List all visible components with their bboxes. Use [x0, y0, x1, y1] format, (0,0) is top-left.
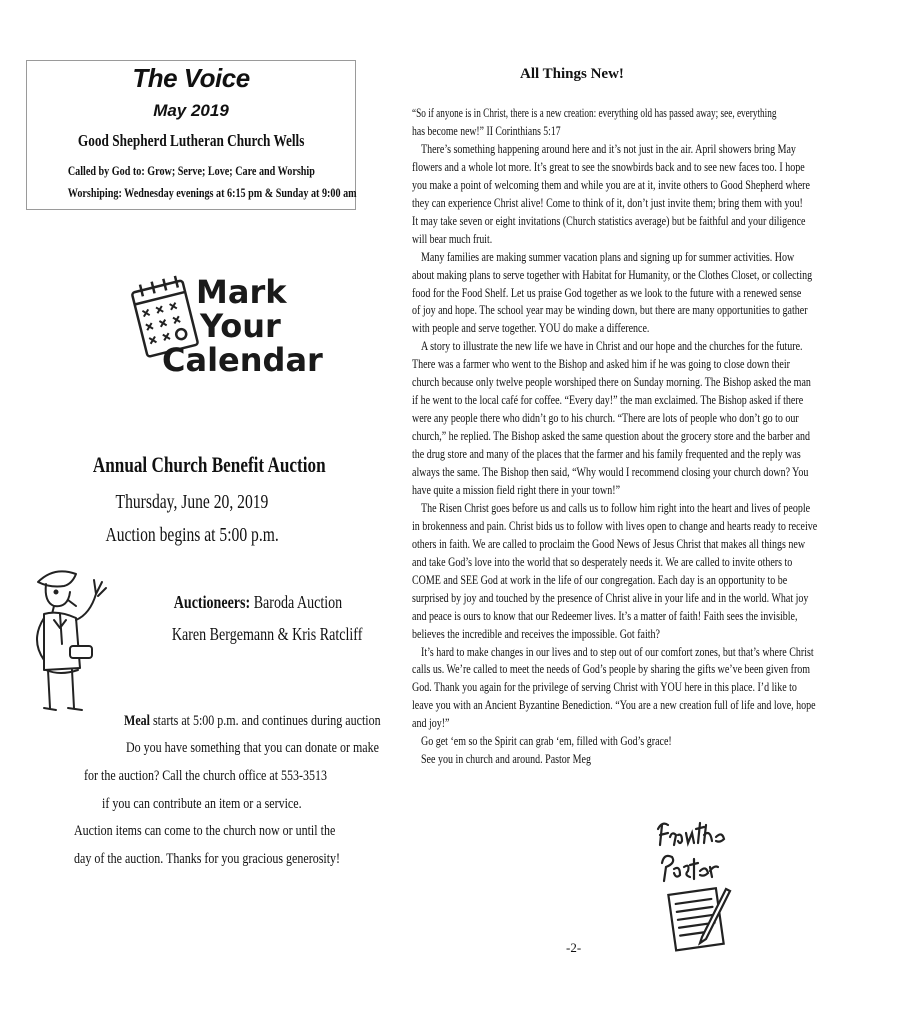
newsletter-date: May 2019 — [153, 101, 229, 120]
your-word: Your — [200, 307, 281, 345]
article-line: the drug store and many of the places that the farmer and his family frequented and the reply was — [412, 447, 801, 462]
article-line: A story to illustrate the new life we have in Christ and our hope and the churches for the future. — [421, 339, 803, 354]
auction-text-line: Auction items can come to the church now or until the — [74, 823, 336, 839]
article-line: See you in church and around. Pastor Meg — [421, 752, 591, 767]
article-line: It’s hard to make changes in our lives and to step out of our comfort zones, but that’s where Christ — [421, 644, 814, 659]
meal-label: Meal — [124, 713, 150, 729]
article-line: and peace is ours to know that our Redeemer lives. It’s a matter of faith! Faith sees the invisible, — [412, 608, 798, 623]
article-line: has become new!” II Corinthians 5:17 — [412, 123, 561, 138]
auction-date: Thursday, June 20, 2019 — [115, 491, 269, 513]
article-line: you make a point of welcoming them and while you are at it, invite others to Good Shepherd where — [412, 177, 810, 192]
article-line: “So if anyone is in Christ, there is a new creation: everything old has passed away; see, everything — [412, 106, 777, 120]
article-line: and take God’s love into the world that so desperately needs it. We are called to invite others to — [412, 554, 793, 569]
mission-statement: Called by God to: Grow; Serve; Love; Care and Worship — [67, 163, 315, 178]
article-line: food for the Food Shelf. Let us praise God together as we look to the future with a renewed sense — [412, 285, 802, 300]
article-line: always the same. The Bishop then said, “Why would I recommend closing your church down? You — [412, 465, 809, 479]
article-line: There’s something happening around here and it’s not just in the air. April showers bring May — [421, 141, 796, 156]
calendar-word: Calendar — [162, 341, 323, 379]
auction-text-line: if you can contribute an item or a service. — [102, 796, 302, 812]
article-line: The Risen Christ goes before us and calls us to follow him right into the heart and lives of people — [421, 500, 811, 515]
church-name: Good Shepherd Lutheran Church Wells — [77, 131, 305, 150]
auctioneers-label: Auctioneers: — [173, 592, 251, 612]
article-line: will bear much fruit. — [412, 231, 493, 246]
article-line: were any people there who didn’t go to his church. “There are lots of people who don’t go to our — [412, 411, 799, 426]
article-heading: All Things New! — [520, 66, 624, 82]
article-line: about making plans to serve together with Habitat for Humanity, or the Clothes Closet, or collecting — [412, 267, 813, 282]
article-line: they can experience Christ alive! Come to think of it, don’t just invite them; bring them with you! — [412, 195, 803, 210]
article-line: of joy and hope. The school year may be winding down, but there are many opportunities to gather — [412, 303, 808, 318]
auctioneer-company: Baroda Auction — [250, 592, 343, 612]
mark-word: Mark — [196, 273, 287, 311]
auction-text-line: day of the auction. Thanks for you gracious generosity! — [74, 851, 341, 867]
article-line: Go get ‘em so the Spirit can grab ‘em, filled with God’s grace! — [421, 734, 672, 749]
auction-text-line: for the auction? Call the church office at 553-3513 — [84, 768, 328, 784]
auctioneer-names: Karen Bergemann & Kris Ratcliff — [171, 624, 363, 644]
meal-line: Meal starts at 5:00 p.m. and continues during auction — [124, 713, 381, 729]
article-line: believes the incredible and receives the impossible. Got faith? — [412, 626, 660, 641]
article-line: with people and serve together. YOU do make a difference. — [412, 321, 650, 336]
mark-your-calendar — [158, 275, 323, 377]
auctioneer-icon — [24, 548, 114, 718]
article-line: and joy!” — [412, 716, 450, 731]
auctioneers-line — [150, 592, 343, 613]
auction-time: Auction begins at 5:00 p.m. — [105, 524, 279, 546]
worship-times: Worshiping: Wednesday evenings at 6:15 pm & Sunday at 9:00 am — [67, 185, 357, 200]
article-line: church because only twelve people worshiped there on Sunday morning. The Bishop asked the man — [412, 375, 811, 390]
article-line: God. Thank you again for the privilege of serving Christ with YOU here in this place. I’d like to — [412, 680, 797, 695]
article-line: COME and SEE God at work in the life of our congregation. Each day is an opportunity to be — [412, 572, 788, 587]
newsletter-title: The Voice — [132, 63, 250, 93]
article-line: It may take seven or eight invitations (Church statistics average) but be faithful and your diligence — [412, 213, 806, 228]
article-line: Many families are making summer vacation plans and signing up for summer activities. How — [421, 249, 795, 264]
article-line: others in faith. We are called to proclaim the Good News of Jesus Christ that makes all things new — [412, 536, 806, 551]
article-line: leave you with an Ancient Byzantine Benediction. “You are a new creation full of life and love, hope — [412, 698, 816, 713]
article-line: church,” he replied. The Bishop asked the same question about the grocery store and the barber and — [412, 429, 811, 444]
article-line: surprised by joy and touched by the presence of Christ alive in your life and in the world. What joy — [412, 590, 809, 605]
auction-title: Annual Church Benefit Auction — [92, 452, 326, 477]
article-line: in brokenness and pain. Christ bids us to follow with lives open to change and hearts ready to receive — [412, 518, 818, 533]
article-line: have quite a mission field right there in your town!” — [412, 482, 621, 497]
article-line: There was a farmer who went to the Bishop and asked him if he was going to close down their — [412, 357, 790, 372]
pastor-note-icon — [648, 815, 740, 955]
auction-text-line: Do you have something that you can donate or make — [126, 740, 379, 756]
article-line: calls us. We’re called to meet the needs of God’s people by sharing the gifts we’ve been given from — [412, 662, 811, 677]
article-line: if he went to the local café for coffee. “Every day!” the man exclaimed. The Bishop asked if there — [412, 393, 804, 408]
page-number: -2- — [566, 940, 582, 955]
masthead-box — [26, 60, 356, 210]
article-line: flowers and a whole lot more. It’s great to see the snowbirds back and to see new faces too. I hope — [412, 159, 805, 174]
